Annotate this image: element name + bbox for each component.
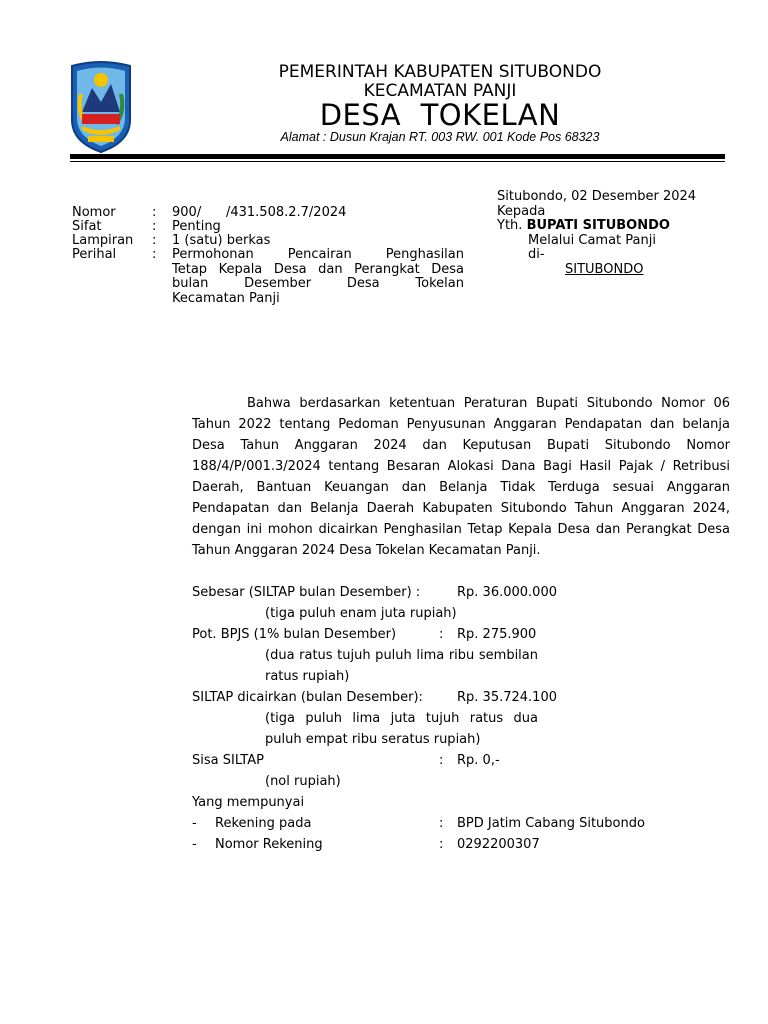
- recipient-place: SITUBONDO: [565, 261, 644, 277]
- bpjs-label: Pot. BPJS (1% bulan Desember): [192, 627, 397, 642]
- norek-label: Nomor Rekening: [215, 837, 323, 852]
- recipient-line: [497, 219, 696, 234]
- meta-lampiran-label: Lampiran: [72, 233, 134, 248]
- kop-line-kecamatan: KECAMATAN PANJI: [363, 81, 517, 101]
- rekening-label: Rekening pada: [215, 816, 312, 831]
- dicairkan-words: (tiga puluh lima juta tujuh ratus dua puluh empat ribu seratus rupiah): [265, 711, 538, 747]
- meta-sifat-value: Penting: [172, 219, 221, 234]
- meta-colon: :: [152, 219, 157, 234]
- recipient-name: BUPATI SITUBONDO: [526, 218, 670, 233]
- body-paragraph: Bahwa berdasarkan ketentuan Peraturan Bupati Situbondo Nomor 06 Tahun 2022 tentang Pedoman Penyusunan Anggaran Pendapatan dan belanja Desa Tahun Anggaran 2024 dan Keputusan Bupati Situbondo Nomor 188/4/P/001.3/2024 tentang Besaran Alokasi Dana Bagi Hasil Pajak / Retribusi Daerah, Bantuan Keuangan dan Belanja Tidak Terduga sesuai Anggaran Pendapatan dan Belanja Daerah Kabupaten Situbondo Tahun Anggaran 2024, dengan ini mohon dicairkan Penghasilan Tetap Kepala Desa dan Perangkat Desa Tahun Anggaran 2024 Desa Tokelan Kecamatan Panji.: [192, 396, 730, 558]
- kop-line-pemerintah: PEMERINTAH KABUPATEN SITUBONDO: [278, 62, 602, 82]
- row-colon: :: [439, 816, 444, 831]
- meta-nomor-label: Nomor: [72, 205, 116, 220]
- owner-label: Yang mempunyai: [192, 795, 305, 810]
- rekening-dash: -: [192, 816, 197, 831]
- sisa-value: Rp. 0,-: [457, 753, 500, 768]
- row-colon: :: [439, 837, 444, 852]
- perihal-line: Kecamatan Panji: [172, 290, 280, 306]
- letter-date: Situbondo, 02 Desember 2024: [497, 189, 697, 204]
- kabupaten-situbondo-logo-icon: [68, 60, 134, 154]
- rekening-value: BPD Jatim Cabang Situbondo: [457, 816, 645, 831]
- perihal-line: Permohonan Pencairan Penghasilan: [172, 247, 464, 262]
- kop-line-desa: DESA TOKELAN: [319, 98, 561, 132]
- sebesar-words: (tiga puluh enam juta rupiah): [265, 606, 457, 621]
- meta-lampiran-value: 1 (satu) berkas: [172, 233, 271, 248]
- sisa-label: Sisa SILTAP: [192, 753, 264, 768]
- header-divider-thick: [70, 154, 725, 159]
- meta-colon: :: [152, 233, 157, 248]
- bpjs-words: (dua ratus tujuh puluh lima ribu sembilan ratus rupiah): [265, 648, 538, 684]
- norek-dash: -: [192, 837, 197, 852]
- dicairkan-value: Rp. 35.724.100: [457, 690, 557, 705]
- sebesar-value: Rp. 36.000.000: [457, 585, 557, 600]
- kepada-label: Kepada: [497, 203, 546, 219]
- sisa-words: (nol rupiah): [265, 774, 341, 789]
- dicairkan-label: SILTAP dicairkan (bulan Desember):: [192, 690, 423, 705]
- meta-sifat-label: Sifat: [72, 219, 102, 234]
- norek-value: 0292200307: [457, 837, 540, 852]
- meta-colon: :: [152, 247, 157, 262]
- perihal-line: Tetap Kepala Desa dan Perangkat Desa: [172, 261, 464, 277]
- header-divider-thin: [70, 161, 725, 162]
- recipient-di: di-: [528, 247, 545, 262]
- row-colon: :: [439, 627, 444, 642]
- recipient-via: Melalui Camat Panji: [528, 232, 656, 248]
- meta-nomor-value: 900/ /431.508.2.7/2024: [172, 205, 347, 220]
- bpjs-value: Rp. 275.900: [457, 627, 537, 642]
- sebesar-label: Sebesar (SILTAP bulan Desember) :: [192, 585, 421, 600]
- kop-address: Alamat : Dusun Krajan RT. 003 RW. 001 Kode Pos 68323: [280, 130, 600, 144]
- yth-label: Yth.: [497, 218, 523, 233]
- meta-perihal-label: Perihal: [72, 247, 117, 262]
- meta-colon: :: [152, 205, 157, 220]
- recipient-block: [497, 190, 696, 277]
- perihal-line: bulan Desember Desa Tokelan: [172, 276, 464, 291]
- row-colon: :: [439, 753, 444, 768]
